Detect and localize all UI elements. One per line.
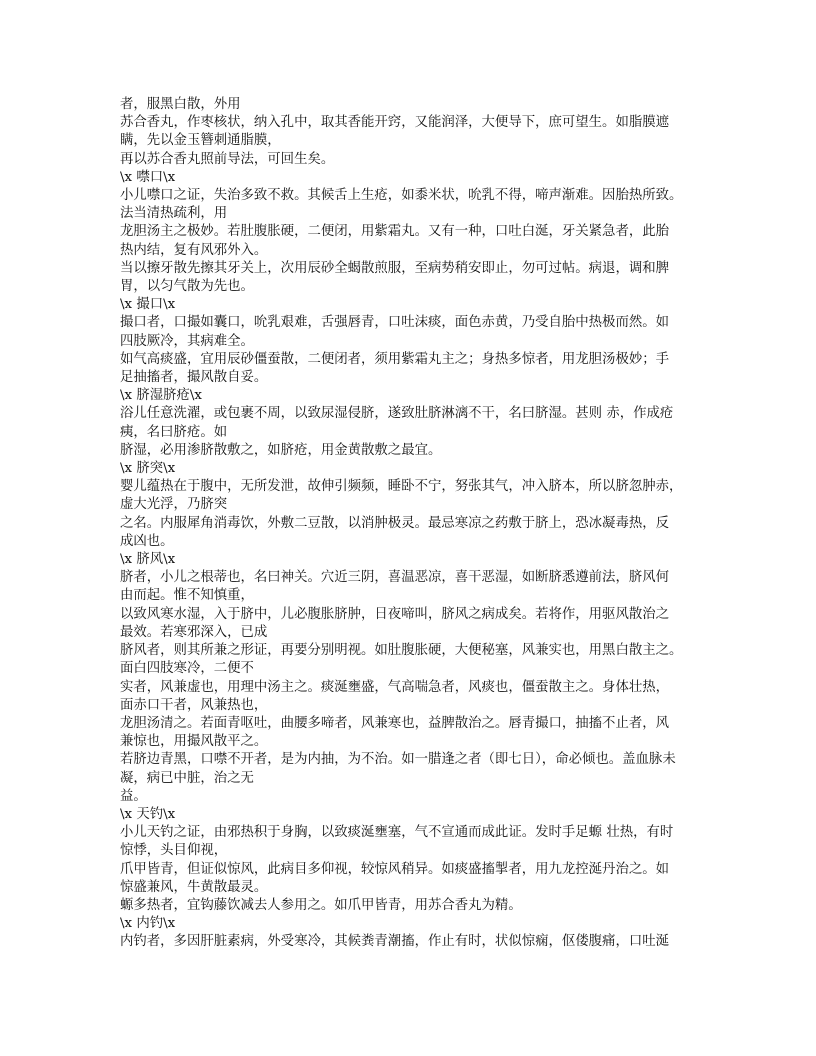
- document-body: [120, 96, 700, 952]
- section-heading: \x 撮口\x: [120, 297, 176, 313]
- section-heading: \x 天钓\x: [120, 806, 176, 822]
- text-line: 爪甲皆青，但证似惊风，此病目多仰视，较惊风稍异。如痰盛搐掣者，用九龙控涎丹治之。如: [120, 861, 670, 877]
- text-line: 以致风寒水湿，入于脐中，儿必腹胀脐肿，日夜啼叫，脐风之病成矣。若将作，用驱风散治之: [120, 606, 670, 622]
- text-line: 小儿噤口之证，失治多致不救。其候舌上生疮，如黍米状，吮乳不得，啼声渐难。因胎热所致。: [120, 188, 683, 204]
- text-line: 如气高痰盛，宜用辰砂僵蚕散，二便闭者，须用紫霜丸主之；身热多惊者，用龙胆汤极妙；手: [120, 351, 670, 367]
- text-line: 螈多热者，宜钩藤饮减去人参用之。如爪甲皆青，用苏合香丸为精。: [120, 897, 522, 913]
- text-line: 四肢厥冷，其病难全。: [120, 333, 254, 349]
- text-line: 内钓者，多因肝脏素病，外受寒冷，其候粪青潮搐，作止有时，状似惊痫，伛偻腹痛，口吐涎: [120, 934, 670, 950]
- text-line: 实者，风兼虚也，用理中汤主之。痰涎壅盛，气高喘急者，风痰也，僵蚕散主之。身体壮热，: [120, 679, 670, 695]
- text-line: 浴儿任意洗濯，或包裹不周，以致尿湿侵脐，遂致肚脐淋漓不干，名曰脐湿。甚则 赤，作成疮: [120, 406, 674, 422]
- section-heading: \x 内钓\x: [120, 916, 176, 932]
- text-line: 面赤口干者，风兼热也，: [120, 697, 268, 713]
- text-line: 惊盛兼风，牛黄散最灵。: [120, 879, 268, 895]
- text-line: 者，服黑白散，外用: [120, 97, 241, 112]
- text-line: 龙胆汤清之。若面青呕吐，曲腰多啼者，风兼寒也，益脾散治之。唇青撮口，抽搐不止者，风: [120, 715, 670, 731]
- text-line: 脐湿，必用渗脐散敷之，如脐疮，用金黄散敷之最宜。: [120, 442, 442, 458]
- text-line: 热内结，复有风邪外入。: [120, 242, 268, 258]
- text-line: 最效。若寒邪深入，已成: [120, 624, 268, 640]
- text-line: 兼惊也，用撮风散平之。: [120, 734, 268, 750]
- text-line: 胃，以匀气散为先也。: [120, 279, 254, 295]
- section-heading: \x 脐突\x: [120, 461, 176, 477]
- text-line: 之名。内服犀角消毒饮，外敷二豆散，以消肿极灵。最忌寒凉之药敷于脐上，恐冰凝毒热，反: [120, 515, 670, 531]
- text-line: 痍，名曰脐疮。如: [120, 424, 228, 440]
- text-line: 瞒，先以金玉簪刺通脂膜，: [120, 133, 281, 149]
- text-line: 惊悸，头目仰视，: [120, 843, 228, 859]
- text-line: 足抽搐者，撮风散自妥。: [120, 370, 268, 386]
- text-line: 成凶也。: [120, 533, 174, 549]
- text-line: 再以苏合香丸照前导法，可回生矣。: [120, 151, 335, 167]
- text-line: 面白四肢寒冷，二便不: [120, 661, 254, 677]
- text-line: 撮口者，口撮如囊口，吮乳艰难，舌强唇青，口吐沫痰，面色赤黄，乃受自胎中热极而然。如: [120, 315, 670, 331]
- section-heading: \x 脐风\x: [120, 552, 176, 568]
- text-line: 法当清热疏利，用: [120, 206, 228, 222]
- section-heading: \x 脐湿脐疮\x: [120, 388, 202, 404]
- text-line: 苏合香丸，作枣核状，纳入孔中，取其香能开窍，又能润泽，大便导下，庶可望生。如脂膜遮: [120, 115, 670, 131]
- text-line: 虚大光浮，乃脐突: [120, 497, 228, 513]
- text-line: 益。: [120, 788, 147, 804]
- text-line: 凝，病已中脏，治之无: [120, 770, 254, 786]
- text-line: 当以擦牙散先擦其牙关上，次用辰砂全蝎散煎服，至病势稍安即止，勿可过帖。病退，调和脾: [120, 260, 670, 276]
- text-line: 龙胆汤主之极妙。若肚腹胀硬，二便闭，用紫霜丸。又有一种，口吐白涎，牙关紧急者，此胎: [120, 224, 670, 240]
- text-line: 小儿天钓之证，由邪热积于身胸，以致痰涎壅塞，气不宣通而成此证。发时手足螈 壮热，有时: [120, 825, 674, 841]
- text-line: 脐风者，则其所兼之形证，再要分别明视。如肚腹胀硬，大便秘塞，风兼实也，用黑白散主之。: [120, 643, 683, 659]
- text-line: 婴儿蕴热在于腹中，无所发泄，故伸引频频，睡卧不宁，努张其气，冲入脐本，所以脐忽肿赤，: [120, 479, 683, 495]
- text-line: 若脐边青黑，口噤不开者，是为内抽，为不治。如一腊逢之者（即七日），命必倾也。盖血脉未: [120, 752, 676, 768]
- text-line: 脐者，小儿之根蒂也，名曰神关。穴近三阴，喜温恶凉，喜干恶湿，如断脐悉遵前法，脐风何: [120, 570, 670, 586]
- text-line: 由而起。惟不知慎重，: [120, 588, 254, 604]
- section-heading: \x 噤口\x: [120, 169, 176, 185]
